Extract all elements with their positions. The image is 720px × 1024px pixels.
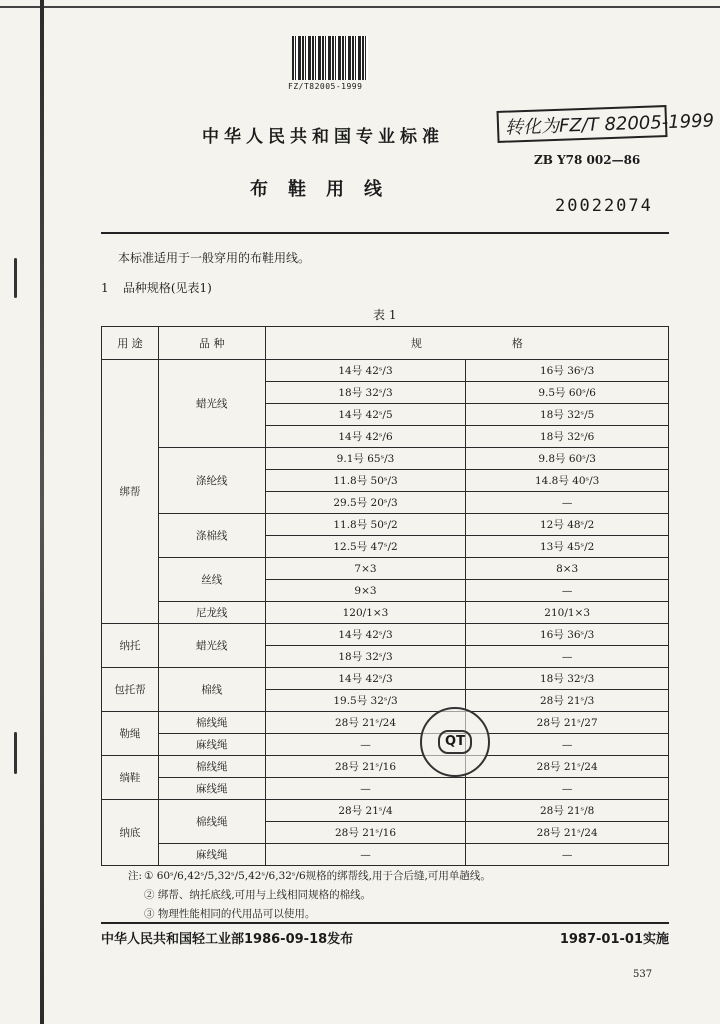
- spec-cell: 14号 42ˢ/3: [265, 360, 466, 382]
- spec-cell: 12号 48ˢ/2: [466, 514, 669, 536]
- punch-hole-mark: [14, 258, 17, 298]
- kind-cell: 涤棉线: [158, 514, 265, 558]
- table-row: [102, 624, 669, 646]
- table-row: [102, 668, 669, 690]
- page-number: 537: [633, 969, 653, 980]
- header-kind: 品 种: [158, 327, 265, 360]
- spec-cell: 9.1号 65ˢ/3: [265, 448, 466, 470]
- use-cell: 勒绳: [102, 712, 159, 756]
- library-seal-icon: [420, 707, 490, 777]
- spec-cell: 13号 45ˢ/2: [466, 536, 669, 558]
- table-row: [102, 844, 669, 866]
- scan-edge-top: [0, 6, 720, 8]
- spec-cell: 28号 21ˢ/27: [466, 712, 669, 734]
- spec-cell: 28号 21ˢ/3: [466, 690, 669, 712]
- use-cell: 包托帮: [102, 668, 159, 712]
- spec-cell: —: [466, 778, 669, 800]
- spec-cell: 11.8号 50ˢ/2: [265, 514, 466, 536]
- spec-cell: 11.8号 50ˢ/3: [265, 470, 466, 492]
- document-title: 布鞋用线: [250, 179, 402, 200]
- spec-cell: —: [265, 734, 466, 756]
- spec-cell: —: [466, 646, 669, 668]
- table-row: [102, 514, 669, 536]
- kind-cell: 涤纶线: [158, 448, 265, 514]
- spec-cell: 18号 32ˢ/3: [466, 668, 669, 690]
- spec-cell: 12.5号 47ˢ/2: [265, 536, 466, 558]
- seal-center-text: QT: [438, 730, 472, 754]
- table-row: [102, 734, 669, 756]
- spec-cell: —: [265, 778, 466, 800]
- barcode-text: FZ/T82005-1999: [288, 82, 363, 91]
- kind-cell: 棉线绳: [158, 712, 265, 734]
- use-cell: 绱鞋: [102, 756, 159, 800]
- spec-cell: 9.5号 60ˢ/6: [466, 382, 669, 404]
- spec-cell: 18号 32ˢ/3: [265, 382, 466, 404]
- punch-hole-mark: [14, 732, 17, 774]
- accession-number: 20022074: [555, 196, 653, 216]
- kind-cell: 蜡光线: [158, 360, 265, 448]
- section-number: 1: [101, 281, 109, 295]
- table-header-row: [102, 327, 669, 360]
- spec-cell: 18号 32ˢ/3: [265, 646, 466, 668]
- spec-cell: —: [265, 844, 466, 866]
- spec-table: [101, 326, 669, 866]
- table-row: [102, 602, 669, 624]
- spec-cell: 9×3: [265, 580, 466, 602]
- barcode-icon: [292, 36, 368, 80]
- spec-cell: —: [466, 734, 669, 756]
- table-row: [102, 558, 669, 580]
- spec-cell: —: [466, 844, 669, 866]
- use-cell: 绑帮: [102, 360, 159, 624]
- notes-label: 注:: [128, 870, 143, 882]
- kind-cell: 尼龙线: [158, 602, 265, 624]
- intro-paragraph: 本标准适用于一般穿用的布鞋用线。: [118, 251, 311, 265]
- spec-cell: 28号 21ˢ/24: [466, 756, 669, 778]
- footer-rule: [101, 922, 669, 924]
- spec-cell: —: [466, 580, 669, 602]
- spec-cell: 16号 36ˢ/3: [466, 624, 669, 646]
- publisher-line: 中华人民共和国轻工业部1986-09-18发布: [101, 932, 354, 947]
- kind-cell: 棉线: [158, 668, 265, 712]
- spec-cell: 28号 21ˢ/16: [265, 756, 466, 778]
- standard-number: ZB Y78 002—86: [534, 153, 641, 167]
- effective-date: 1987-01-01实施: [559, 932, 669, 947]
- spec-cell: 28号 21ˢ/4: [265, 800, 466, 822]
- standard-title: 中华人民共和国专业标准: [202, 127, 444, 147]
- spec-cell: 8×3: [466, 558, 669, 580]
- section-heading: [101, 279, 212, 296]
- scan-edge-left: [40, 0, 44, 1024]
- spec-cell: 18号 32ˢ/5: [466, 404, 669, 426]
- kind-cell: 麻线绳: [158, 844, 265, 866]
- note-item: ① 60ˢ/6,42ˢ/5,32ˢ/5,42ˢ/6,32ˢ/6规格的绑帮线,用于合后缝,可用单趟线。: [144, 870, 491, 882]
- spec-cell: 14.8号 40ˢ/3: [466, 470, 669, 492]
- header-use: 用 途: [102, 327, 159, 360]
- spec-cell: 28号 21ˢ/24: [265, 712, 466, 734]
- header-spec: 规 格: [265, 327, 668, 360]
- kind-cell: 丝线: [158, 558, 265, 602]
- kind-cell: 麻线绳: [158, 778, 265, 800]
- spec-cell: 28号 21ˢ/24: [466, 822, 669, 844]
- spec-cell: —: [466, 492, 669, 514]
- use-cell: 纳托: [102, 624, 159, 668]
- table-row: [102, 756, 669, 778]
- handwritten-note: 转化为FZ/T 82005-1999: [496, 105, 667, 143]
- use-cell: 纳底: [102, 800, 159, 866]
- kind-cell: 棉线绳: [158, 756, 265, 778]
- spec-cell: 14号 42ˢ/3: [265, 624, 466, 646]
- note-item: ② 绑帮、纳托底线,可用与上线相同规格的棉线。: [144, 889, 372, 901]
- note-item: ③ 物理性能相同的代用品可以使用。: [144, 908, 316, 920]
- spec-cell: 210/1×3: [466, 602, 669, 624]
- spec-cell: 7×3: [265, 558, 466, 580]
- kind-cell: 蜡光线: [158, 624, 265, 668]
- spec-cell: 16号 36ˢ/3: [466, 360, 669, 382]
- header-rule: [101, 232, 669, 234]
- spec-cell: 120/1×3: [265, 602, 466, 624]
- table-row: [102, 800, 669, 822]
- kind-cell: 麻线绳: [158, 734, 265, 756]
- spec-cell: 9.8号 60ˢ/3: [466, 448, 669, 470]
- table-row: [102, 778, 669, 800]
- spec-cell: 14号 42ˢ/3: [265, 668, 466, 690]
- table-notes: [128, 867, 491, 924]
- table-row: [102, 360, 669, 382]
- spec-cell: 19.5号 32ˢ/3: [265, 690, 466, 712]
- spec-cell: 29.5号 20ˢ/3: [265, 492, 466, 514]
- table-row: [102, 712, 669, 734]
- table-caption: 表 1: [373, 308, 397, 322]
- kind-cell: 棉线绳: [158, 800, 265, 844]
- spec-cell: 18号 32ˢ/6: [466, 426, 669, 448]
- spec-cell: 14号 42ˢ/5: [265, 404, 466, 426]
- spec-cell: 28号 21ˢ/8: [466, 800, 669, 822]
- table-row: [102, 448, 669, 470]
- section-title: 品种规格(见表1): [122, 281, 212, 295]
- spec-cell: 28号 21ˢ/16: [265, 822, 466, 844]
- spec-cell: 14号 42ˢ/6: [265, 426, 466, 448]
